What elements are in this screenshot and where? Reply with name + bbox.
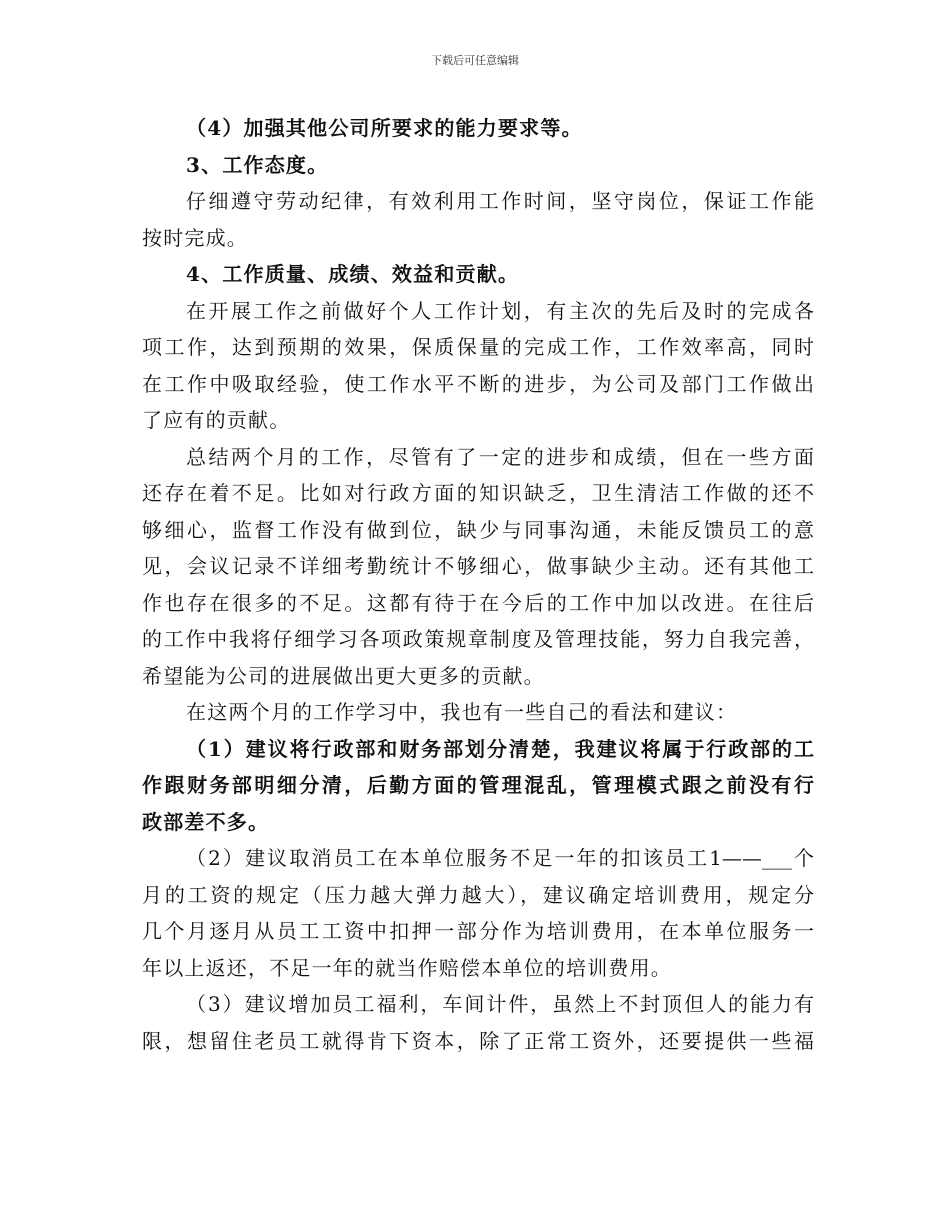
paragraph-line: 还存在着不足。比如对行政方面的知识缺乏，卫生清洁工作做的还不 — [142, 481, 814, 505]
paragraph-line: 的工作中我将仔细学习各项政策规章制度及管理技能，努力自我完善， — [142, 627, 814, 651]
paragraph-line: 了应有的贡献。 — [142, 408, 291, 432]
heading-work-attitude: 3、工作态度。 — [186, 152, 329, 177]
paragraph-line: 够细心，监督工作没有做到位，缺少与同事沟通，未能反馈员工的意 — [142, 517, 814, 542]
suggestion-2-line: 月的工资的规定（压力越大弹力越大），建议确定培训费用，规定分 — [142, 882, 814, 907]
document-body — [142, 110, 814, 1059]
suggestion-2-line: 年以上返还，不足一年的就当作赔偿本单位的培训费用。 — [142, 955, 672, 980]
paragraph-line: 在这两个月的工作学习中，我也有一些自己的看法和建议： — [186, 700, 738, 724]
heading-work-quality: 4、工作质量、成绩、效益和贡献。 — [186, 262, 520, 286]
page-header: 下载后可任意编辑 — [431, 54, 519, 67]
suggestion-1-line: 政部差不多。 — [142, 809, 270, 834]
suggestion-1-line: （1）建议将行政部和财务部划分清楚，我建议将属于行政部的工 — [186, 736, 814, 761]
suggestion-2-line: （2）建议取消员工在本单位服务不足一年的扣该员工1——___个 — [186, 846, 814, 870]
paragraph-line: 见，会议记录不详细考勤统计不够细心，做事缺少主动。还有其他工 — [142, 554, 814, 578]
suggestion-2-line: 几个月逐月从员工工资中扣押一部分作为培训费用，在本单位服务一 — [142, 919, 814, 943]
suggestion-1-line: 作跟财务部明细分清，后勤方面的管理混乱，管理模式跟之前没有行 — [142, 773, 814, 797]
paragraph-line: 希望能为公司的进展做出更大更多的贡献。 — [142, 663, 545, 688]
item-4-ability: （4）加强其他公司所要求的能力要求等。 — [186, 116, 583, 140]
paragraph-line: 总结两个月的工作，尽管有了一定的进步和成绩，但在一些方面 — [186, 444, 814, 469]
paragraph-line: 按时完成。 — [142, 225, 248, 250]
paragraph-line: 仔细遵守劳动纪律，有效利用工作时间，坚守岗位，保证工作能 — [186, 189, 814, 213]
suggestion-3-line: （3）建议增加员工福利，车间计件，虽然上不封顶但人的能力有 — [186, 992, 814, 1016]
paragraph-line: 作也存在很多的不足。这都有待于在今后的工作中加以改进。在往后 — [142, 590, 814, 615]
paragraph-line: 项工作，达到预期的效果，保质保量的完成工作，工作效率高，同时 — [142, 335, 814, 359]
paragraph-line: 在开展工作之前做好个人工作计划，有主次的先后及时的完成各 — [186, 298, 814, 323]
paragraph-line: 在工作中吸取经验，使工作水平不断的进步，为公司及部门工作做出 — [142, 371, 814, 396]
suggestion-3-line: 限，想留住老员工就得肯下资本，除了正常工资外，还要提供一些福 — [142, 1028, 814, 1053]
